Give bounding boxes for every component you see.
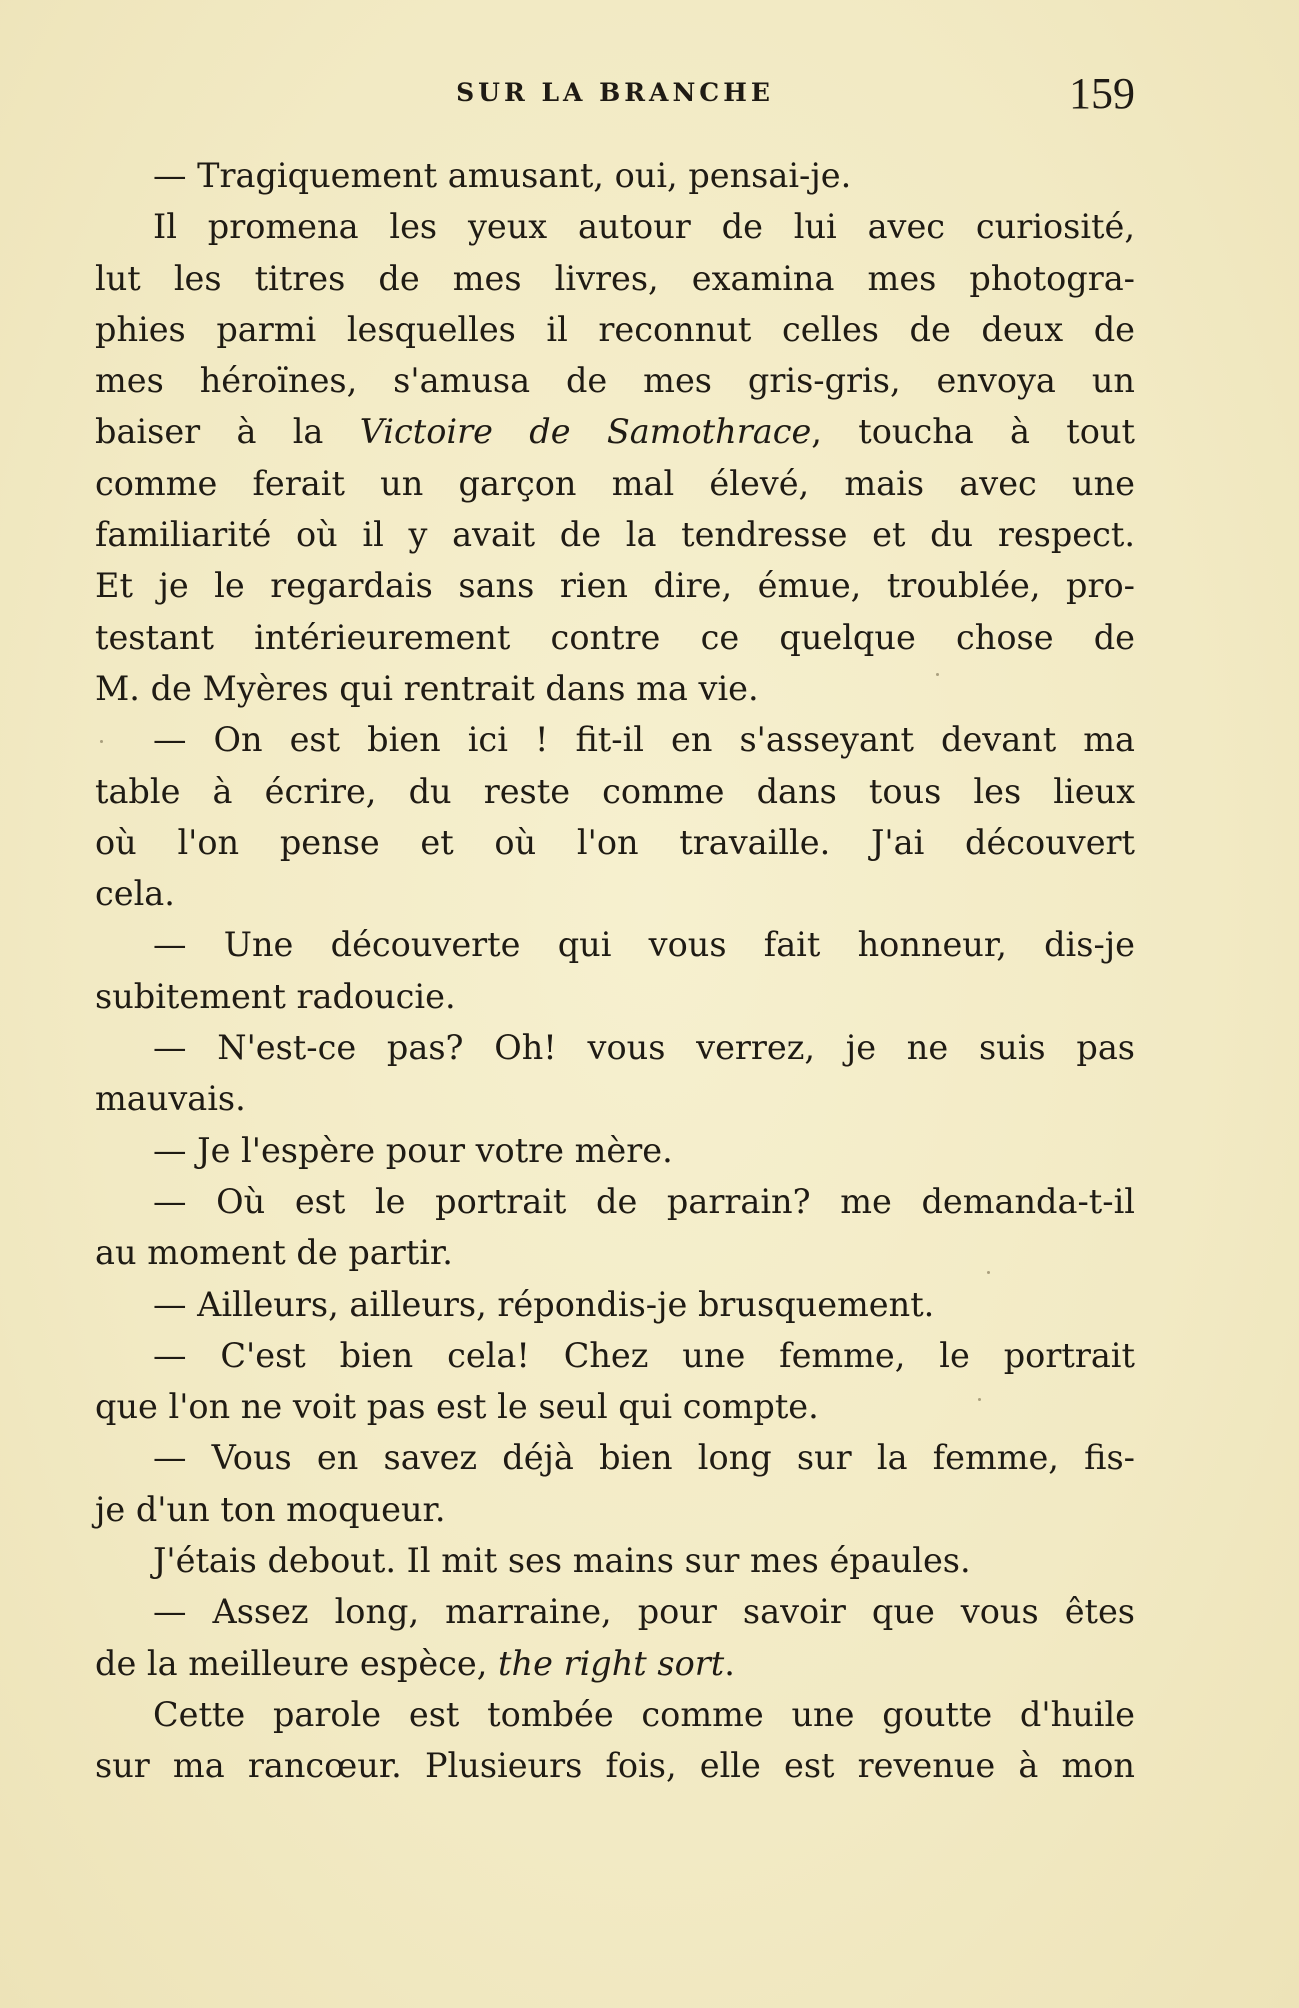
- text-line: sur ma rancœur. Plusieurs fois, elle est revenue à mon: [95, 1746, 1135, 1786]
- running-title: SUR LA BRANCHE: [456, 78, 774, 107]
- text-line: — Ailleurs, ailleurs, répondis-je brusquement.: [153, 1284, 935, 1324]
- text-line: que l'on ne voit pas est le seul qui compte.: [95, 1387, 819, 1427]
- paper-speck: [936, 673, 939, 676]
- text-line: je d'un ton moqueur.: [95, 1489, 446, 1529]
- text-line: — Où est le portrait de parrain? me demanda-t-il: [153, 1181, 1135, 1221]
- text-line: lut les titres de mes livres, examina mes photogra-: [95, 258, 1135, 298]
- text-line: — Assez long, marraine, pour savoir que vous êtes: [153, 1592, 1135, 1632]
- page-header: [95, 69, 1135, 122]
- text-line: cela.: [95, 874, 175, 914]
- text-line: Il promena les yeux autour de lui avec curiosité,: [153, 207, 1135, 247]
- paper-speck: [978, 1398, 981, 1401]
- text-line: baiser à la Victoire de Samothrace, toucha à tout: [95, 412, 1135, 452]
- text-line: mauvais.: [95, 1079, 246, 1119]
- text-line: mes héroïnes, s'amusa de mes gris-gris, envoya un: [95, 361, 1135, 401]
- paper-speck: [987, 1271, 990, 1274]
- text-line: — On est bien ici ! fit-il en s'asseyant devant ma: [153, 720, 1135, 760]
- italic-phrase: the right sort: [498, 1643, 725, 1683]
- text-line: de la meilleure espèce, the right sort.: [95, 1643, 735, 1683]
- text-line: au moment de partir.: [95, 1233, 453, 1273]
- text-line: comme ferait un garçon mal élevé, mais avec une: [95, 463, 1135, 503]
- text-line: testant intérieurement contre ce quelque chose de: [95, 617, 1135, 657]
- text-line: Et je le regardais sans rien dire, émue, troublée, pro-: [95, 566, 1135, 606]
- text-line: où l'on pense et où l'on travaille. J'ai découvert: [95, 822, 1135, 862]
- text-line: subitement radoucie.: [95, 976, 456, 1016]
- text-line: — N'est-ce pas? Oh! vous verrez, je ne suis pas: [153, 1028, 1135, 1068]
- italic-phrase: Victoire de Samothrace: [359, 412, 812, 452]
- text-line: J'étais debout. Il mit ses mains sur mes épaules.: [153, 1541, 971, 1581]
- text-line: table à écrire, du reste comme dans tous les lieux: [95, 771, 1135, 811]
- text-line: Cette parole est tombée comme une goutte d'huile: [153, 1694, 1135, 1734]
- page-number: 159: [1069, 69, 1135, 118]
- text-line: M. de Myères qui rentrait dans ma vie.: [95, 668, 759, 708]
- text-line: — Vous en savez déjà bien long sur la femme, fis-: [153, 1438, 1135, 1478]
- text-line: phies parmi lesquelles il reconnut celles de deux de: [95, 309, 1135, 349]
- text-line: familiarité où il y avait de la tendresse et du respect.: [95, 515, 1135, 555]
- text-line: — C'est bien cela! Chez une femme, le portrait: [153, 1335, 1135, 1375]
- text-line: — Tragiquement amusant, oui, pensai-je.: [153, 156, 852, 195]
- text-line: — Je l'espère pour votre mère.: [153, 1130, 673, 1170]
- body-text: [95, 150, 1135, 1792]
- text-line: — Une découverte qui vous fait honneur, dis-je: [153, 925, 1135, 965]
- paper-speck: [100, 740, 103, 743]
